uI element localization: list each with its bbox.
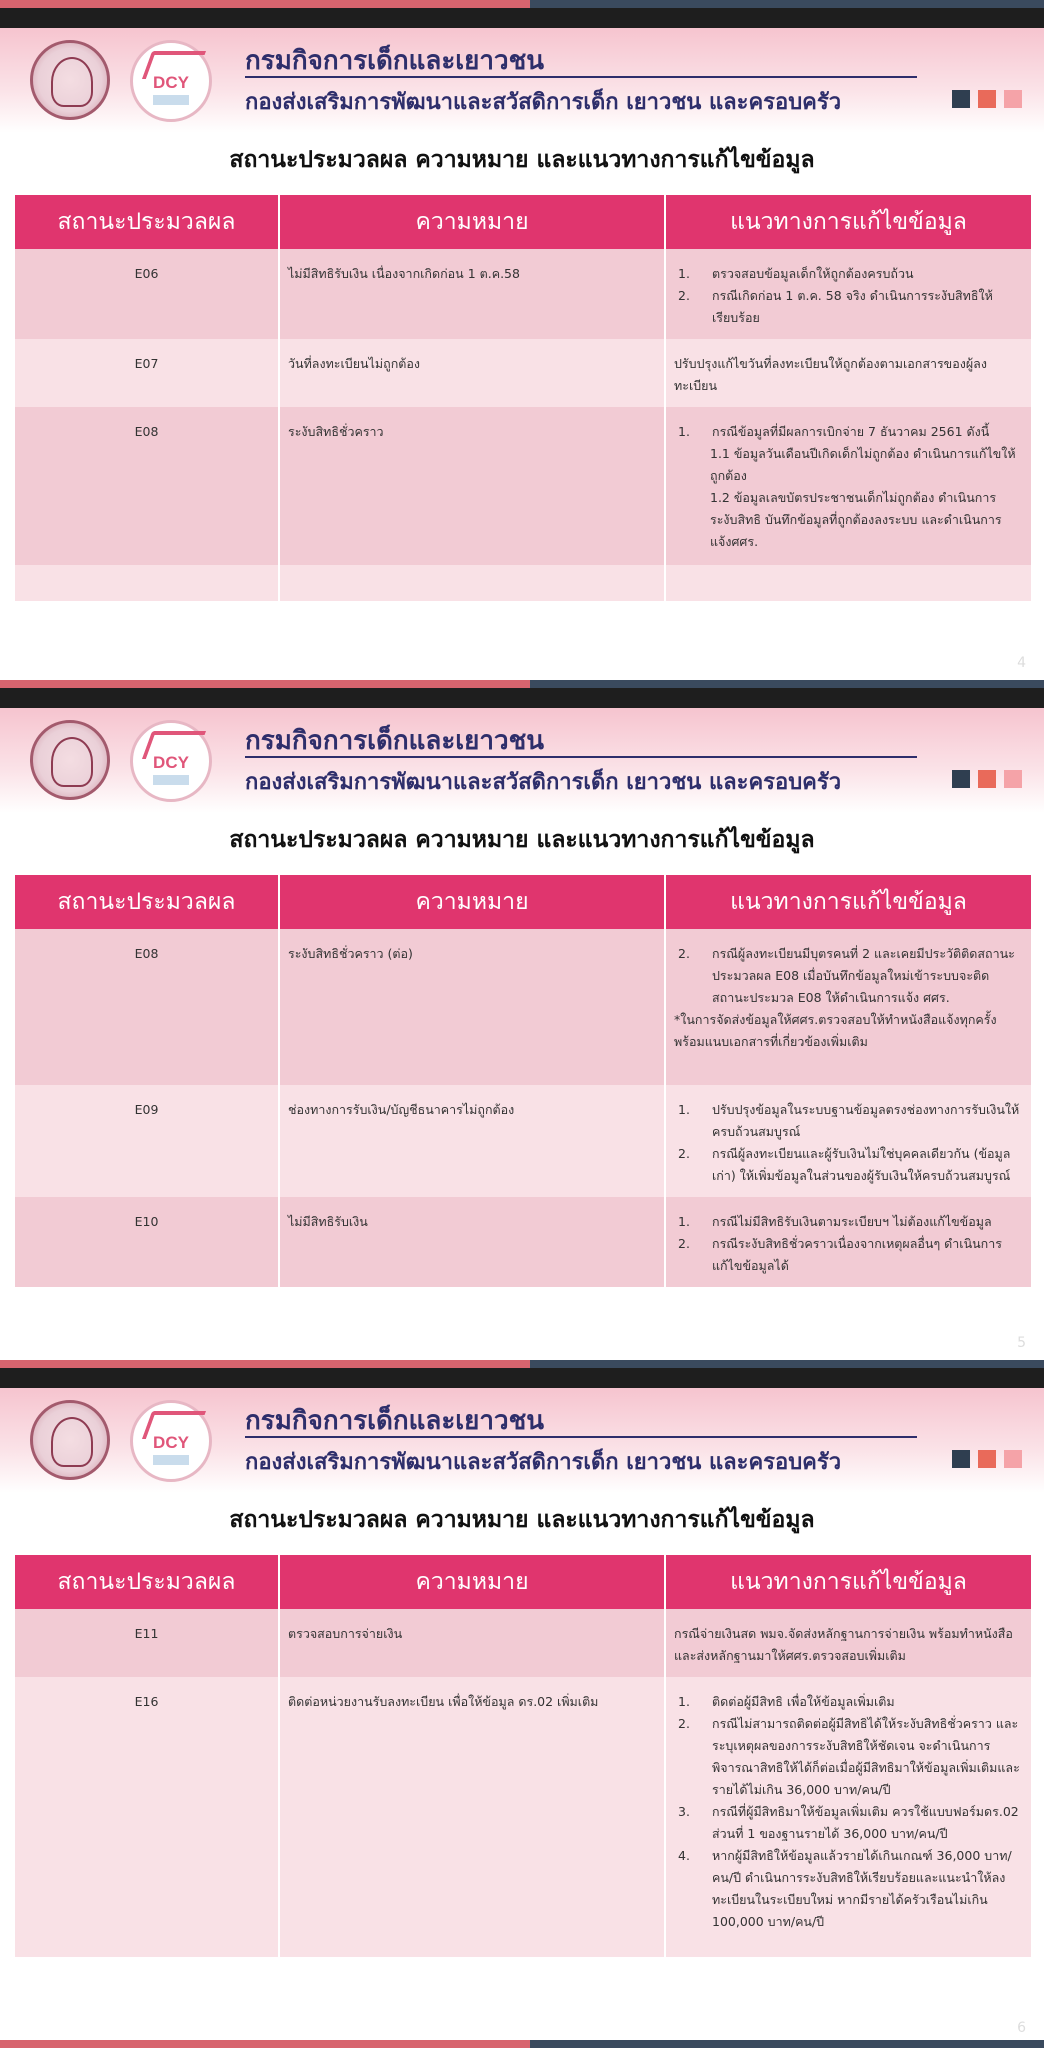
col-header-meaning: ความหมาย: [279, 875, 665, 929]
decor-square-pink: [1004, 1450, 1022, 1468]
decor-square-pink: [1004, 770, 1022, 788]
solution-cell: [665, 249, 1031, 339]
solution-subitem: 1.1 ข้อมูลวันเดือนปีเกิดเด็กไม่ถูกต้อง ดำเนินการแก้ไขให้ถูกต้อง: [710, 446, 1016, 483]
col-header-meaning: ความหมาย: [279, 195, 665, 249]
header-divider: [245, 756, 917, 758]
solution-cell: [665, 1085, 1031, 1197]
table-row-empty: [15, 565, 1031, 601]
decor-square-orange: [978, 1450, 996, 1468]
solution-cell: [665, 929, 1031, 1085]
solution-item: 2. กรณีไม่สามารถติดต่อผู้มีสิทธิได้ให้ระงับสิทธิชั่วคราว และระบุเหตุผลของการระงับสิทธิให้ชัดเจน จะดำเนินการพิจารณาสิทธิให้ได้ก็ต่อเมื่อผู้มีสิทธิมาให้ข้อมูลเพิ่มเติมและรายได้ไม่เกิน 36,000 บาท/คน/ปี: [678, 1716, 1020, 1797]
slide-page-5: [0, 680, 1044, 1360]
table-header-row: [15, 875, 1031, 929]
table-row: [15, 249, 1031, 339]
solution-item: 3. กรณีที่ผู้มีสิทธิมาให้ข้อมูลเพิ่มเติม ควรใช้แบบฟอร์มดร.02 ส่วนที่ 1 ของฐานรายได้ 36,000 บาท/คน/ปี: [678, 1804, 1019, 1841]
status-table: [15, 1555, 1031, 1957]
status-code: E08: [15, 929, 279, 1085]
department-title: กรมกิจการเด็กและเยาวชน: [245, 1406, 545, 1436]
solution-item: 2. กรณีระงับสิทธิชั่วคราวเนื่องจากเหตุผลอื่นๆ ดำเนินการแก้ไขข้อมูลได้: [678, 1236, 1002, 1273]
solution-item: 1. กรณีข้อมูลที่มีผลการเบิกจ่าย 7 ธันวาคม 2561 ดังนี้: [678, 424, 990, 439]
bottom-bar: [0, 2040, 1044, 2048]
table-row: [15, 1197, 1031, 1287]
table-row: [15, 339, 1031, 407]
table-row: [15, 407, 1031, 565]
slide-header: [0, 1388, 1044, 1493]
department-title: กรมกิจการเด็กและเยาวชน: [245, 46, 545, 76]
meaning-text: ติดต่อหน่วยงานรับลงทะเบียน เพื่อให้ข้อมูล ดร.02 เพิ่มเติม: [279, 1677, 665, 1957]
solution-item: 2. กรณีผู้ลงทะเบียนและผู้รับเงินไม่ใช่บุคคลเดียวกัน (ข้อมูลเก่า) ให้เพิ่มข้อมูลในส่วนของผู้รับเงินให้ครบถ้วนสมบูรณ์: [678, 1146, 1011, 1183]
table-row: [15, 1677, 1031, 1957]
meaning-text: ระงับสิทธิชั่วคราว (ต่อ): [279, 929, 665, 1085]
division-title: กองส่งเสริมการพัฒนาและสวัสดิการเด็ก เยาวชน และครอบครัว: [245, 90, 842, 115]
col-header-status: สถานะประมวลผล: [15, 1555, 279, 1609]
page-number: 5: [1017, 1335, 1026, 1351]
dcy-logo: DCY: [130, 40, 212, 122]
dcy-logo: DCY: [130, 1400, 212, 1482]
solution-note: *ในการจัดส่งข้อมูลให้ศศร.ตรวจสอบให้ทำหนังสือแจ้งทุกครั้ง พร้อมแนบเอกสารที่เกี่ยวข้องเพิ่มเติม: [674, 1012, 997, 1049]
slide-title: สถานะประมวลผล ความหมาย และแนวทางการแก้ไขข้อมูล: [229, 1507, 815, 1533]
table-header-row: [15, 1555, 1031, 1609]
meaning-text: ไม่มีสิทธิรับเงิน เนื่องจากเกิดก่อน 1 ต.ค.58: [279, 249, 665, 339]
col-header-solution: แนวทางการแก้ไขข้อมูล: [665, 1555, 1031, 1609]
slide-page-4: [0, 0, 1044, 680]
division-title: กองส่งเสริมการพัฒนาและสวัสดิการเด็ก เยาวชน และครอบครัว: [245, 1450, 842, 1475]
col-header-status: สถานะประมวลผล: [15, 875, 279, 929]
solution-item: 1. ปรับปรุงข้อมูลในระบบฐานข้อมูลตรงช่องทางการรับเงินให้ครบถ้วนสมบูรณ์: [678, 1102, 1020, 1139]
decor-square-dark: [952, 770, 970, 788]
table-header-row: [15, 195, 1031, 249]
solution-note: กรณีจ่ายเงินสด พมจ.จัดส่งหลักฐานการจ่ายเงิน พร้อมทำหนังสือและส่งหลักฐานมาให้ศศร.ตรวจสอบเพิ่มเติม: [665, 1609, 1031, 1677]
page-number: 6: [1017, 2020, 1026, 2036]
meaning-text: ช่องทางการรับเงิน/บัญชีธนาคารไม่ถูกต้อง: [279, 1085, 665, 1197]
top-bar: [0, 1360, 1044, 1388]
solution-item: 2. กรณีผู้ลงทะเบียนมีบุตรคนที่ 2 และเคยมีประวัติติดสถานะประมวลผล E08 เมื่อบันทึกข้อมูลใหม่เข้าระบบจะติดสถานะประมวล E08 ให้ดำเนินการแจ้ง ศศร.: [678, 946, 1015, 1005]
header-divider: [245, 76, 917, 78]
solution-item: 1. ตรวจสอบข้อมูลเด็กให้ถูกต้องครบถ้วน: [678, 266, 914, 281]
meaning-text: ไม่มีสิทธิรับเงิน: [279, 1197, 665, 1287]
ministry-emblem-logo: [30, 720, 110, 800]
status-table: [15, 875, 1031, 1287]
table-row: [15, 1609, 1031, 1677]
status-table: [15, 195, 1031, 601]
solution-subitem: 1.2 ข้อมูลเลขบัตรประชาชนเด็กไม่ถูกต้อง ดำเนินการระงับสิทธิ บันทึกข้อมูลที่ถูกต้องลงระบบ และดำเนินการแจ้งศศร.: [710, 490, 1002, 549]
solution-cell: [665, 1677, 1031, 1957]
status-code: E08: [15, 407, 279, 565]
col-header-solution: แนวทางการแก้ไขข้อมูล: [665, 875, 1031, 929]
status-code: E06: [15, 249, 279, 339]
page-number: 4: [1017, 655, 1026, 671]
slide-header: [0, 28, 1044, 133]
meaning-text: วันที่ลงทะเบียนไม่ถูกต้อง: [279, 339, 665, 407]
slide-title: สถานะประมวลผล ความหมาย และแนวทางการแก้ไขข้อมูล: [229, 147, 815, 173]
decor-square-orange: [978, 770, 996, 788]
status-code: E16: [15, 1677, 279, 1957]
status-code: E10: [15, 1197, 279, 1287]
col-header-solution: แนวทางการแก้ไขข้อมูล: [665, 195, 1031, 249]
solution-cell: [665, 1197, 1031, 1287]
decor-square-dark: [952, 90, 970, 108]
solution-cell: [665, 407, 1031, 565]
solution-note: ปรับปรุงแก้ไขวันที่ลงทะเบียนให้ถูกต้องตามเอกสารของผู้ลงทะเบียน: [665, 339, 1031, 407]
col-header-meaning: ความหมาย: [279, 1555, 665, 1609]
col-header-status: สถานะประมวลผล: [15, 195, 279, 249]
status-code: E09: [15, 1085, 279, 1197]
solution-item: 4. หากผู้มีสิทธิให้ข้อมูลแล้วรายได้เกินเกณฑ์ 36,000 บาท/คน/ปี ดำเนินการระงับสิทธิให้เรียบร้อยและแนะนำให้ลงทะเบียนในระเบียบใหม่ หากมีรายได้ครัวเรือนไม่เกิน 100,000 บาท/คน/ปี: [678, 1848, 1012, 1929]
solution-item: 1. ติดต่อผู้มีสิทธิ เพื่อให้ข้อมูลเพิ่มเติม: [678, 1694, 895, 1709]
slide-title: สถานะประมวลผล ความหมาย และแนวทางการแก้ไขข้อมูล: [229, 827, 815, 853]
top-bar: [0, 680, 1044, 708]
department-title: กรมกิจการเด็กและเยาวชน: [245, 726, 545, 756]
decor-square-pink: [1004, 90, 1022, 108]
dcy-logo: DCY: [130, 720, 212, 802]
table-row: [15, 929, 1031, 1085]
status-code: E11: [15, 1609, 279, 1677]
solution-item: 2. กรณีเกิดก่อน 1 ต.ค. 58 จริง ดำเนินการระงับสิทธิให้เรียบร้อย: [678, 288, 993, 325]
status-code: E07: [15, 339, 279, 407]
slide-page-6: [0, 1360, 1044, 2048]
meaning-text: ตรวจสอบการจ่ายเงิน: [279, 1609, 665, 1677]
top-bar: [0, 0, 1044, 28]
decor-square-orange: [978, 90, 996, 108]
solution-item: 1. กรณีไม่มีสิทธิรับเงินตามระเบียบฯ ไม่ต้องแก้ไขข้อมูล: [678, 1214, 992, 1229]
slide-header: [0, 708, 1044, 813]
ministry-emblem-logo: [30, 40, 110, 120]
header-divider: [245, 1436, 917, 1438]
division-title: กองส่งเสริมการพัฒนาและสวัสดิการเด็ก เยาวชน และครอบครัว: [245, 770, 842, 795]
decor-square-dark: [952, 1450, 970, 1468]
ministry-emblem-logo: [30, 1400, 110, 1480]
meaning-text: ระงับสิทธิชั่วคราว: [279, 407, 665, 565]
table-row: [15, 1085, 1031, 1197]
